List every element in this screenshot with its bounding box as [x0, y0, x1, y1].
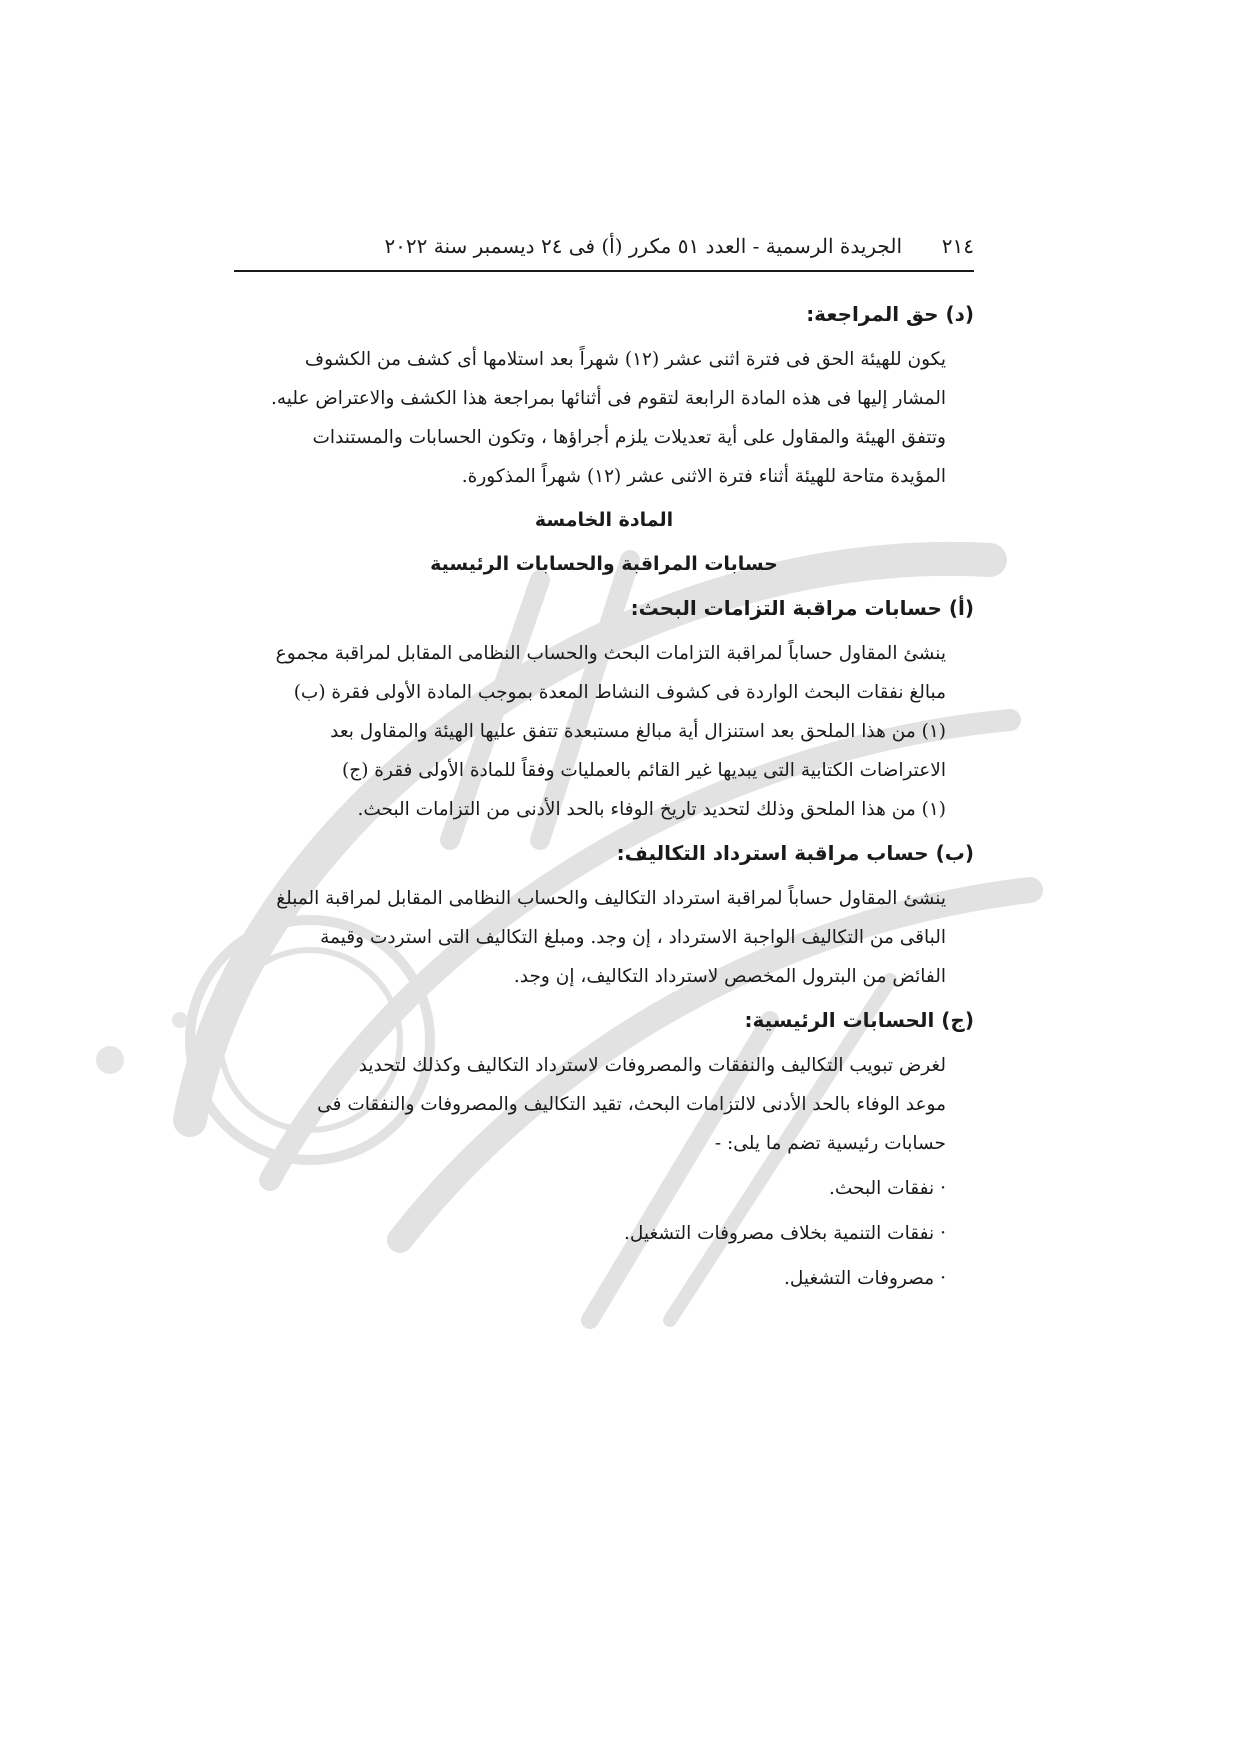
header-divider [234, 270, 974, 272]
paragraph-line: الفائض من البترول المخصص لاسترداد التكاليف، إن وجد. [513, 966, 946, 987]
watermark-dot-2 [172, 1012, 188, 1028]
paragraph-line: الباقى من التكاليف الواجبة الاسترداد ، إن وجد. ومبلغ التكاليف التى استردت وقيمة [320, 927, 946, 948]
section-d-paragraph [234, 340, 974, 496]
bullet-mark: · [940, 1268, 946, 1289]
bullet-mark: · [940, 1223, 946, 1244]
list-item [234, 1214, 946, 1253]
page-number: ٢١٤ [941, 234, 974, 258]
article-title: المادة الخامسة [534, 509, 674, 531]
paragraph-line: المشار إليها فى هذه المادة الرابعة لتقوم فى أثنائها بمراجعة هذا الكشف والاعتراض عليه. [271, 388, 946, 409]
gazette-title: الجريدة الرسمية - العدد ٥١ مكرر (أ) فى ٢٤ ديسمبر سنة ٢٠٢٢ [384, 234, 902, 258]
watermark-dot [96, 1046, 124, 1074]
paragraph-line: حسابات رئيسية تضم ما يلى: - [714, 1133, 946, 1154]
list-item [234, 1259, 946, 1298]
paragraph-line: ينشئ المقاول حساباً لمراقبة استرداد التكاليف والحساب النظامى المقابل لمراقبة المبلغ [276, 888, 946, 909]
document-body [234, 296, 974, 1304]
paragraph-line: ينشئ المقاول حساباً لمراقبة التزامات البحث والحساب النظامى المقابل لمراقبة مجموع [275, 643, 946, 664]
section-a-heading: (أ) حسابات مراقبة التزامات البحث: [630, 596, 974, 620]
paragraph-line: (١) من هذا الملحق بعد استنزال أية مبالغ مستبعدة تتفق عليها الهيئة والمقاول بعد [330, 721, 946, 742]
section-d-heading: (د) حق المراجعة: [806, 302, 974, 326]
paragraph-line: وتتفق الهيئة والمقاول على أية تعديلات يلزم أجراؤها ، وتكون الحسابات والمستندات [312, 427, 946, 448]
section-c-heading: (ج) الحسابات الرئيسية: [744, 1008, 974, 1032]
section-a-paragraph [234, 634, 974, 829]
paragraph-line: الاعتراضات الكتابية التى يبديها غير القائم بالعمليات وفقاً للمادة الأولى فقرة (ج) [342, 760, 946, 781]
running-header [234, 226, 974, 266]
paragraph-line: المؤيدة متاحة للهيئة أثناء فترة الاثنى عشر (١٢) شهراً المذكورة. [461, 466, 946, 487]
section-b-paragraph [234, 879, 974, 996]
list-item-text: مصروفات التشغيل. [783, 1268, 935, 1289]
paragraph-line: (١) من هذا الملحق وذلك لتحديد تاريخ الوفاء بالحد الأدنى من التزامات البحث. [357, 799, 946, 820]
list-item-text: نفقات البحث. [828, 1178, 935, 1199]
bullet-mark: · [940, 1178, 946, 1199]
article-subtitle: حسابات المراقبة والحسابات الرئيسية [430, 553, 778, 575]
paragraph-line: لغرض تبويب التكاليف والنفقات والمصروفات لاسترداد التكاليف وكذلك لتحديد [358, 1055, 946, 1076]
main-accounts-list [234, 1169, 974, 1298]
list-item-text: نفقات التنمية بخلاف مصروفات التشغيل. [623, 1223, 935, 1244]
list-item [234, 1169, 946, 1208]
paragraph-line: يكون للهيئة الحق فى فترة اثنى عشر (١٢) شهراً بعد استلامها أى كشف من الكشوف [304, 349, 946, 370]
paragraph-line: مبالغ نفقات البحث الواردة فى كشوف النشاط المعدة بموجب المادة الأولى فقرة (ب) [293, 682, 946, 703]
section-c-paragraph [234, 1046, 974, 1163]
paragraph-line: موعد الوفاء بالحد الأدنى لالتزامات البحث، تقيد التكاليف والمصروفات والنفقات فى [317, 1094, 946, 1115]
section-b-heading: (ب) حساب مراقبة استرداد التكاليف: [616, 841, 974, 865]
